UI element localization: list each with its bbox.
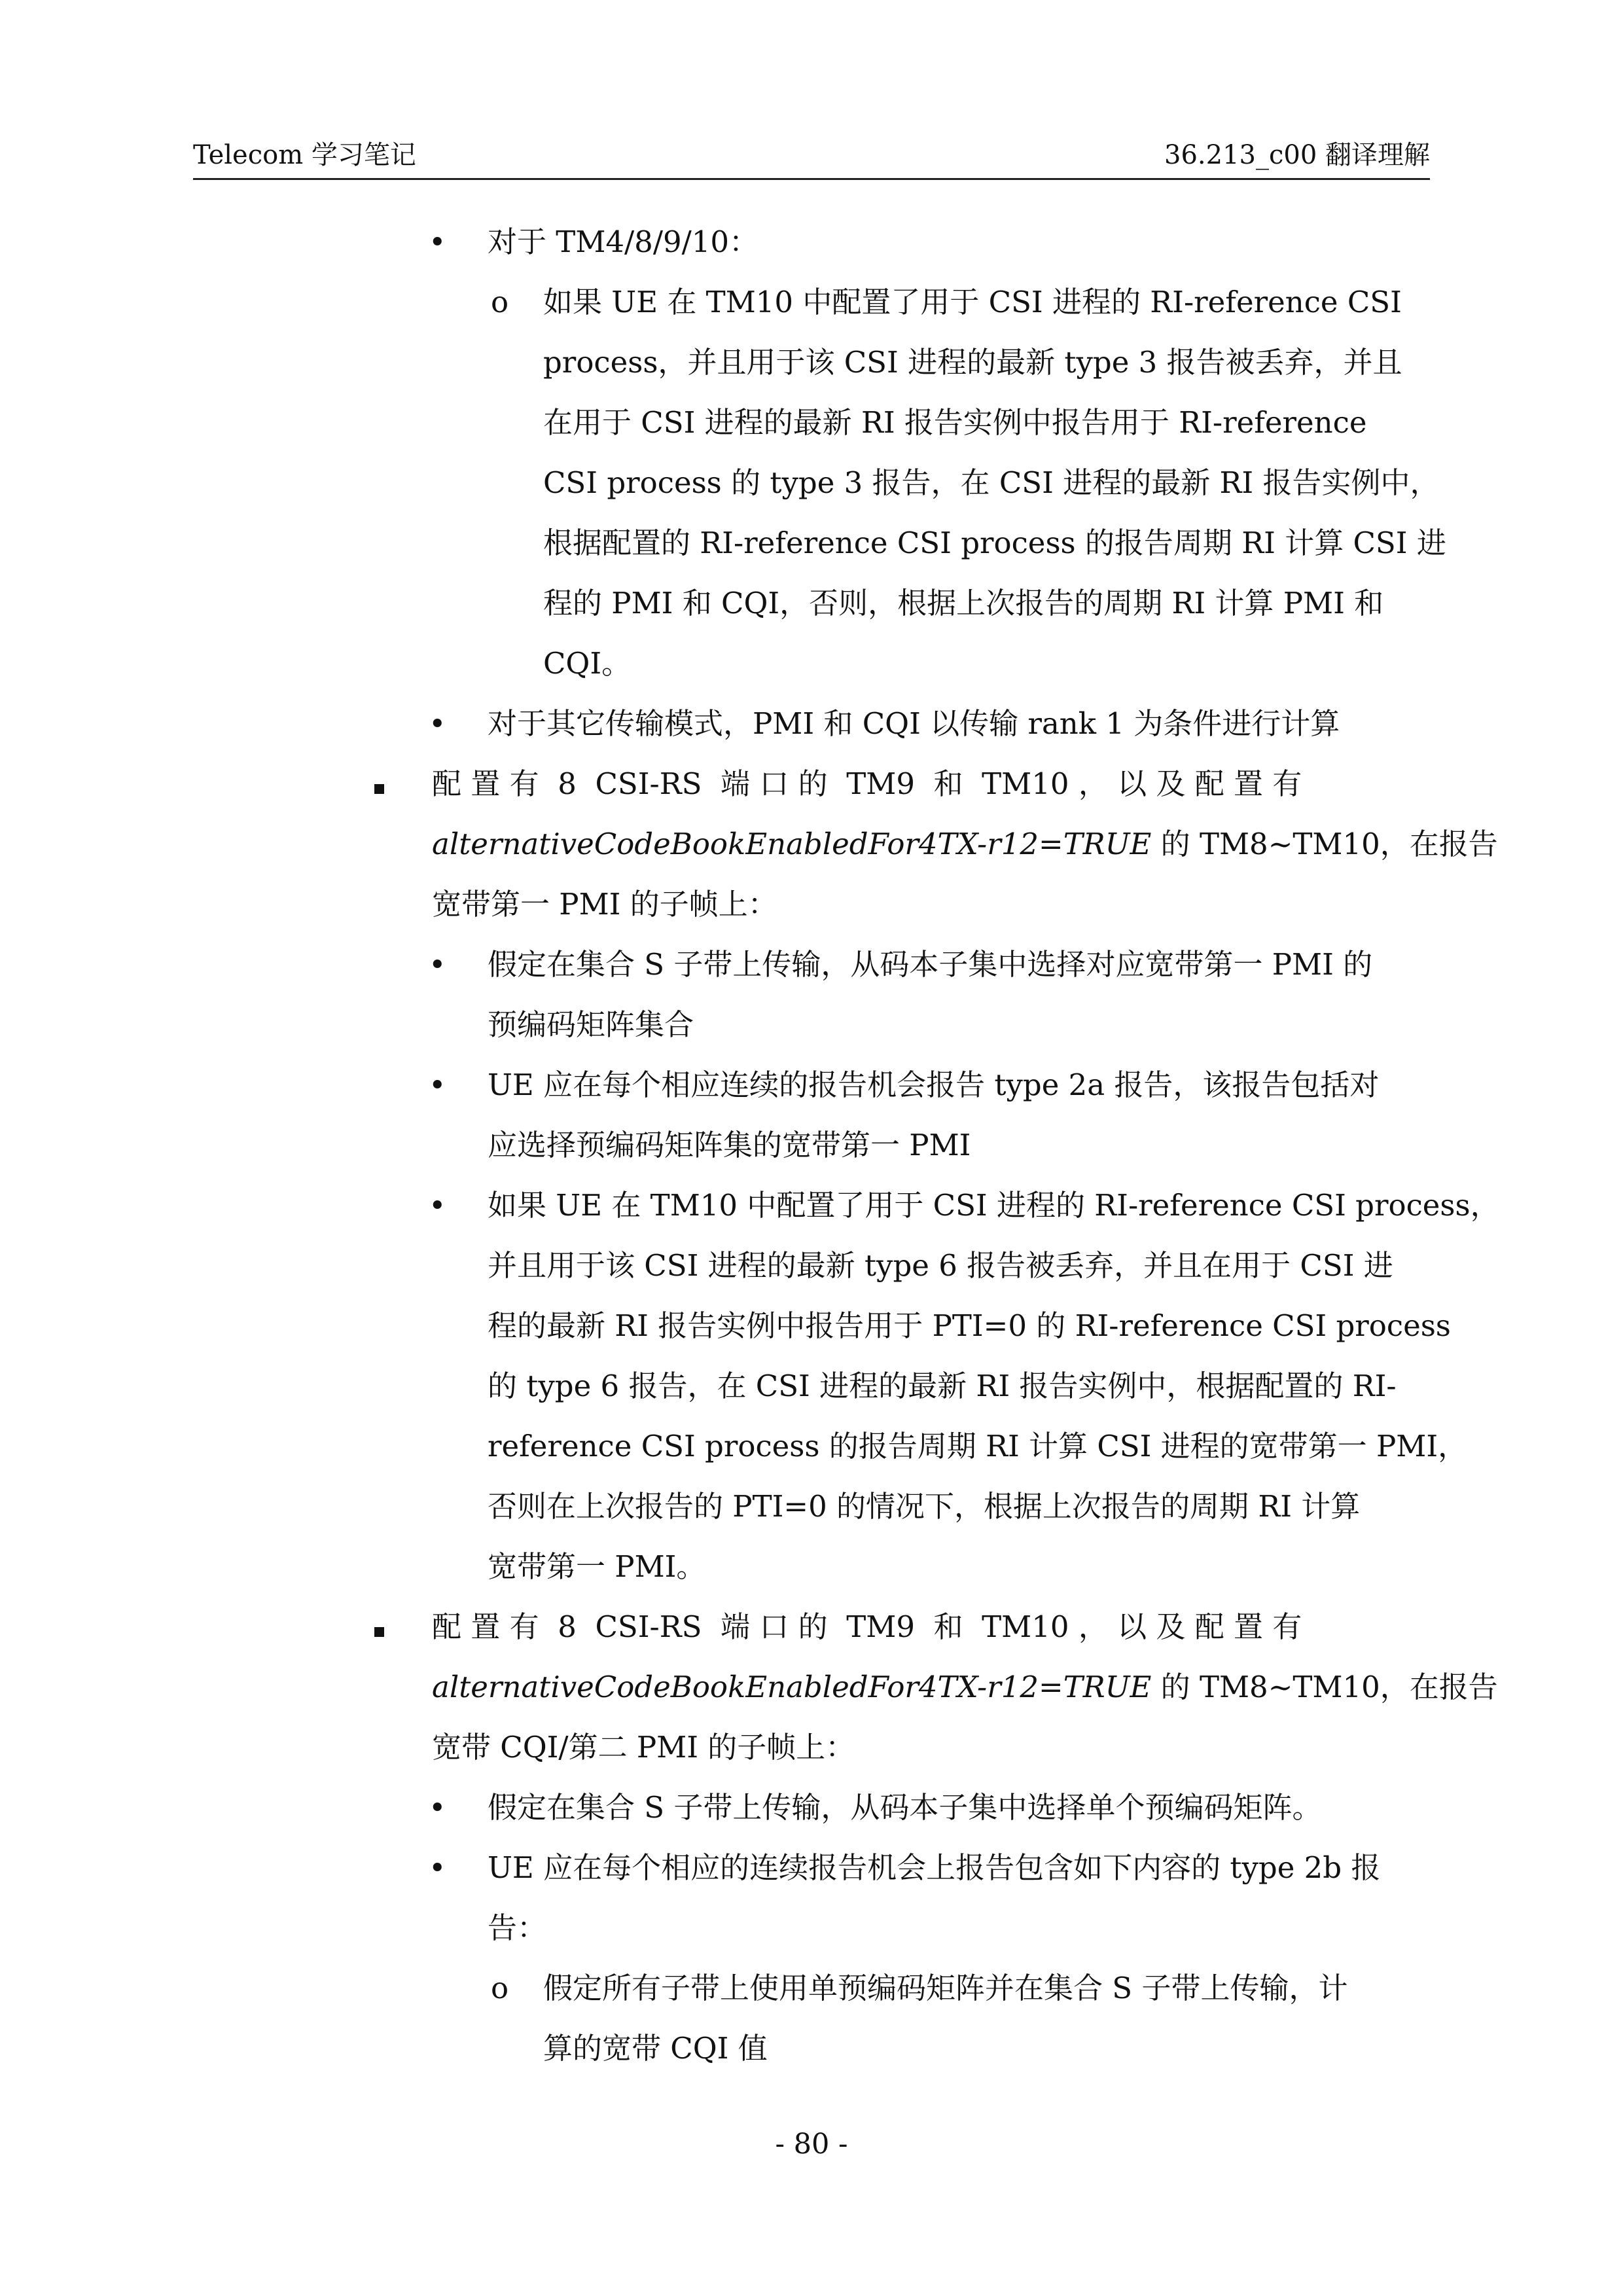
paragraph-line: 宽带 CQI/第二 PMI 的子帧上： xyxy=(432,1730,855,1765)
paragraph-line: 宽带第一 PMI 的子帧上： xyxy=(432,887,777,922)
paragraph-line: 配 置 有 8 CSI-RS 端 口 的 TM9 和 TM10 ， 以 及 配 置 有 xyxy=(432,766,1302,801)
paragraph-line: 算的宽带 CQI 值 xyxy=(543,2031,768,2066)
circle-bullet: o xyxy=(491,285,509,319)
bullet-dot: • xyxy=(429,947,446,982)
paragraph-line: 宽带第一 PMI。 xyxy=(488,1549,706,1584)
paragraph-line: CSI process 的 type 3 报告，在 CSI 进程的最新 RI 报告实例中， xyxy=(543,465,1440,500)
paragraph-line: 根据配置的 RI-reference CSI process 的报告周期 RI 计算 CSI 进 xyxy=(543,526,1446,560)
square-bullet xyxy=(374,1627,384,1637)
paragraph-line: 否则在上次报告的 PTI=0 的情况下，根据上次报告的周期 RI 计算 xyxy=(488,1489,1361,1524)
paragraph-line: 如果 UE 在 TM10 中配置了用于 CSI 进程的 RI-reference CSI process， xyxy=(488,1188,1500,1223)
paragraph-line: 程的最新 RI 报告实例中报告用于 PTI=0 的 RI-reference CSI process xyxy=(488,1308,1451,1343)
bullet-dot: • xyxy=(429,706,446,741)
header-divider xyxy=(193,178,1430,180)
page-number: - 80 - xyxy=(775,2128,848,2161)
square-bullet xyxy=(374,784,384,794)
bullet-text: 对于其它传输模式，PMI 和 CQI 以传输 rank 1 为条件进行计算 xyxy=(488,706,1340,741)
bullet-dot: • xyxy=(429,1790,446,1825)
bullet-dot: • xyxy=(429,1067,446,1102)
paragraph-line: 在用于 CSI 进程的最新 RI 报告实例中报告用于 RI-reference xyxy=(543,405,1367,440)
header-title: Telecom 学习笔记 xyxy=(193,140,416,170)
paragraph-line: CQI。 xyxy=(543,646,632,681)
bullet-dot: • xyxy=(429,1850,446,1885)
parameter-name: alternativeCodeBookEnabledFor4TX-r12=TRUE xyxy=(432,827,1152,861)
paragraph-line: 假定所有子带上使用单预编码矩阵并在集合 S 子带上传输，计 xyxy=(543,1971,1348,2005)
bullet-dot: • xyxy=(429,224,446,259)
paragraph-line: 的 type 6 报告，在 CSI 进程的最新 RI 报告实例中，根据配置的 RI- xyxy=(488,1369,1397,1403)
paragraph-line: 假定在集合 S 子带上传输，从码本子集中选择对应宽带第一 PMI 的 xyxy=(488,947,1373,982)
paragraph-line: 并且用于该 CSI 进程的最新 type 6 报告被丢弃，并且在用于 CSI 进 xyxy=(488,1248,1393,1283)
paragraph-line xyxy=(432,825,1498,864)
inline-text: 的 TM8~TM10，在报告 xyxy=(1151,827,1498,861)
circle-bullet: o xyxy=(491,1971,509,2005)
paragraph-line: process，并且用于该 CSI 进程的最新 type 3 报告被丢弃，并且 xyxy=(543,345,1402,380)
paragraph-line: UE 应在每个相应连续的报告机会报告 type 2a 报告，该报告包括对 xyxy=(488,1067,1380,1102)
bullet-text: 假定在集合 S 子带上传输，从码本子集中选择单个预编码矩阵。 xyxy=(488,1790,1322,1825)
inline-text: 的 TM8~TM10，在报告 xyxy=(1151,1670,1498,1704)
paragraph-line: 告： xyxy=(488,1910,547,1945)
paragraph-line xyxy=(432,1668,1498,1707)
paragraph-line: UE 应在每个相应的连续报告机会上报告包含如下内容的 type 2b 报 xyxy=(488,1850,1381,1885)
paragraph-line: reference CSI process 的报告周期 RI 计算 CSI 进程的宽带第一 PMI， xyxy=(488,1429,1468,1463)
bullet-dot: • xyxy=(429,1188,446,1223)
paragraph-line: 程的 PMI 和 CQI，否则，根据上次报告的周期 RI 计算 PMI 和 xyxy=(543,586,1384,620)
paragraph-line: 预编码矩阵集合 xyxy=(488,1007,694,1042)
parameter-name: alternativeCodeBookEnabledFor4TX-r12=TRUE xyxy=(432,1670,1152,1704)
document-title: 36.213_c00 翻译理解 xyxy=(1164,140,1430,170)
bullet-text: 对于 TM4/8/9/10： xyxy=(488,224,759,259)
paragraph-line: 配 置 有 8 CSI-RS 端 口 的 TM9 和 TM10 ， 以 及 配 置 有 xyxy=(432,1609,1302,1644)
paragraph-line: 如果 UE 在 TM10 中配置了用于 CSI 进程的 RI-reference CSI xyxy=(543,285,1402,319)
paragraph-line: 应选择预编码矩阵集的宽带第一 PMI xyxy=(488,1128,971,1162)
